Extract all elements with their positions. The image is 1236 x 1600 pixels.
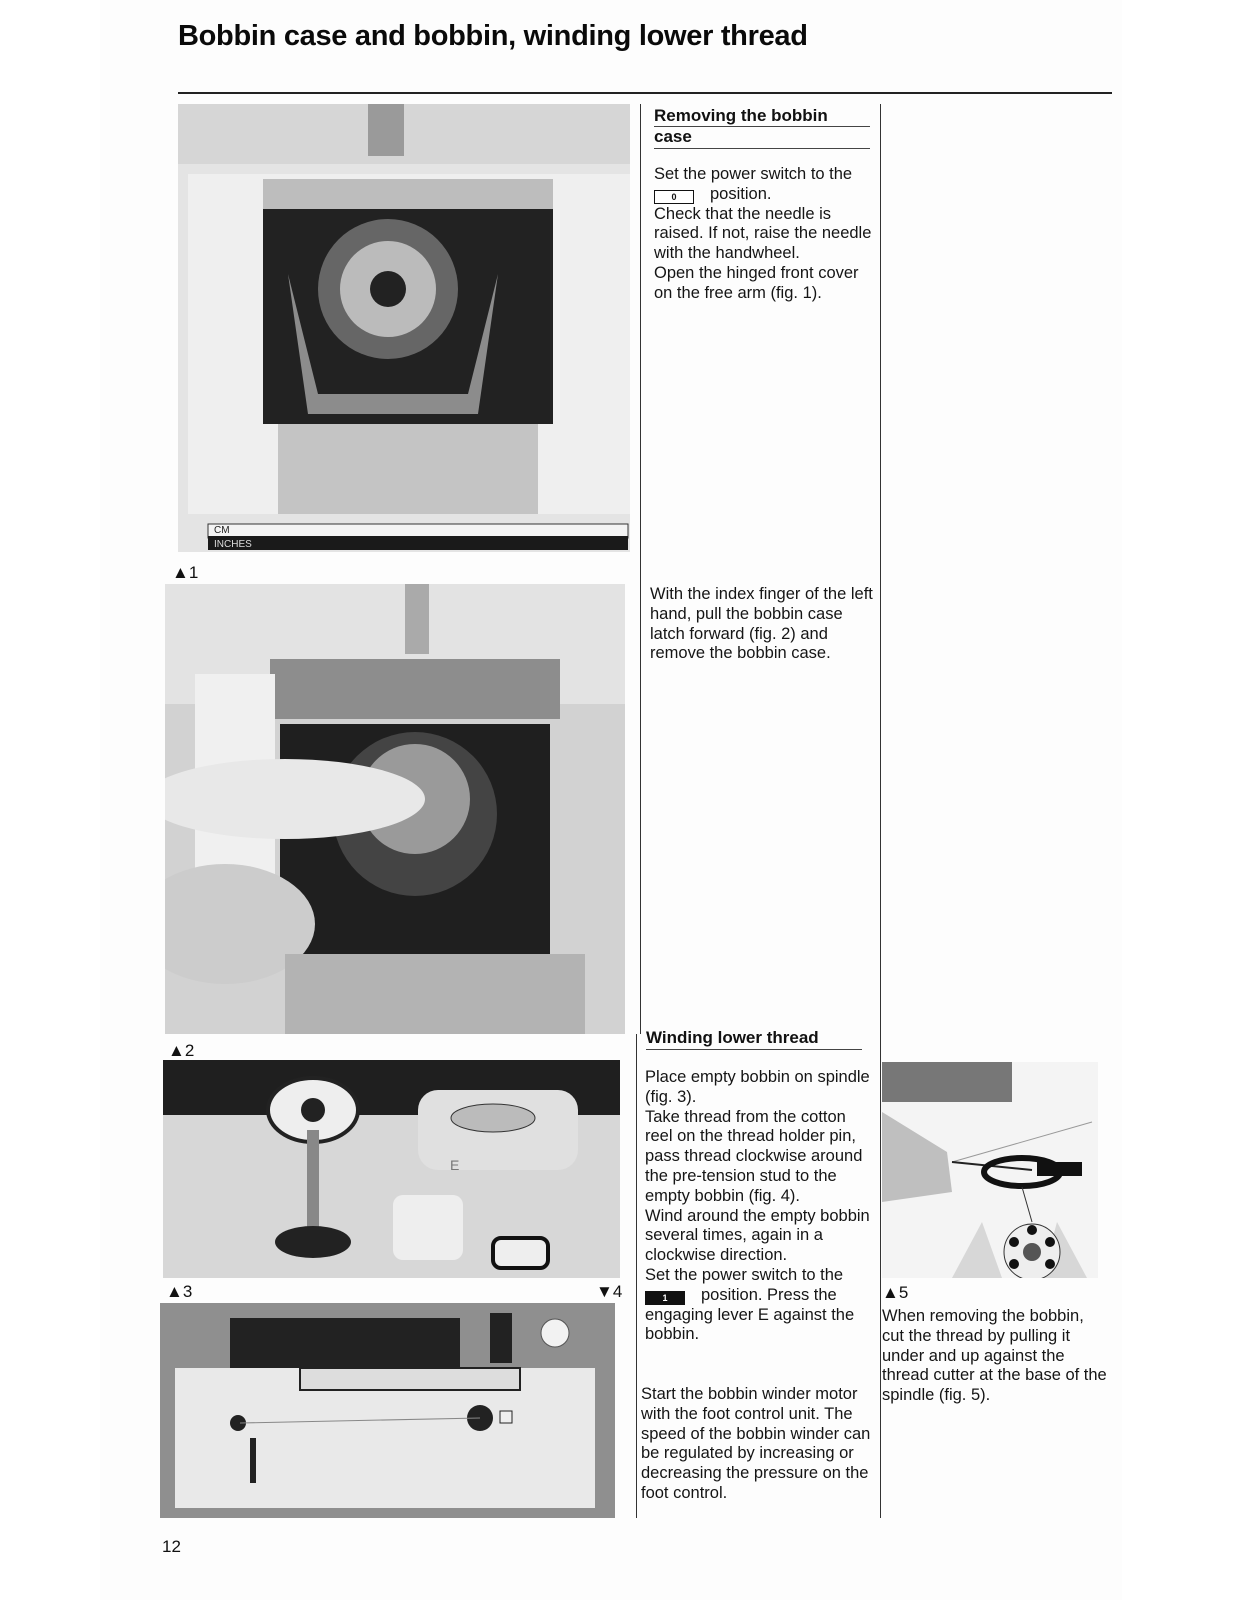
figure-5-photo — [882, 1062, 1098, 1278]
removing-instructions — [654, 165, 879, 304]
title-divider — [178, 92, 1112, 94]
column-divider-1b — [636, 1034, 637, 1518]
winding-p5: Start the bobbin winder motor with the foot control unit. The speed of the bobbin winder can be regulated by increasing or decreasing the pressure on the foot control. — [641, 1385, 871, 1502]
winding-p1: Place empty bobbin on spindle (fig. 3). — [645, 1068, 870, 1106]
removing-latch-instructions — [650, 585, 875, 664]
figure-5-label: ▲5 — [882, 1283, 909, 1302]
winding-p3: Wind around the empty bobbin several times, again in a clockwise direction. — [645, 1206, 870, 1265]
power-switch-on-symbol: 1 — [645, 1291, 685, 1305]
figure-3-photo — [163, 1060, 620, 1278]
figure-1-label: ▲1 — [172, 563, 199, 582]
section-heading-removing — [654, 106, 870, 149]
bobbin-latch-illustration — [165, 584, 625, 1034]
page-title: Bobbin case and bobbin, winding lower thread — [178, 20, 808, 52]
lever-e-callout: E — [450, 1157, 460, 1173]
winding-p4-before: Set the power switch to the — [645, 1265, 844, 1284]
section-heading-winding: Winding lower thread — [646, 1028, 862, 1050]
power-switch-off-symbol: 0 — [654, 190, 694, 204]
removing-p1-before: Set the power switch to the — [654, 165, 853, 183]
removing-p2: Check that the needle is raised. If not, raise the needle with the handwheel. — [654, 204, 872, 263]
removing-p3: Open the hinged front cover on the free arm (fig. 1). — [654, 263, 859, 302]
ruler-inches-label: INCHES — [214, 539, 252, 550]
figure-5-caption: When removing the bobbin, cut the thread by pulling it under and up against the thread cutter at the base of the spindle (fig. 5). — [882, 1307, 1107, 1405]
winding-p2: Take thread from the cotton reel on the thread holder pin, pass thread clockwise around the pre-tension stud to the empty bobbin (fig. 4). — [645, 1107, 863, 1205]
ruler-cm-label: CM — [214, 525, 230, 536]
figure-2-label: ▲2 — [168, 1041, 195, 1060]
machine-top-view-illustration — [160, 1303, 615, 1518]
removing-p4: With the index finger of the left hand, pull the bobbin case latch forward (fig. 2) and remove the bobbin case. — [650, 585, 873, 663]
winding-p4-after: position. Press the engaging lever E against the bobbin. — [645, 1285, 855, 1344]
figure-4-photo — [160, 1303, 615, 1518]
bobbin-compartment-illustration — [178, 104, 630, 552]
figure-2-photo — [165, 584, 625, 1034]
figure-3-label: ▲3 — [166, 1282, 193, 1301]
figure-4-label: ▼4 — [596, 1282, 623, 1301]
winding-instructions — [645, 1068, 873, 1345]
bobbin-spindle-illustration — [163, 1060, 620, 1278]
column-divider-2 — [880, 104, 881, 1518]
heading-line-1: Removing the bobbin — [654, 106, 870, 127]
removing-p1-after: position. — [710, 184, 772, 203]
heading-line-2: case — [654, 127, 692, 146]
winding-motor-instructions — [641, 1385, 873, 1504]
column-divider-1 — [640, 104, 641, 1034]
thread-cutter-illustration — [882, 1062, 1098, 1278]
figure-1-photo — [178, 104, 630, 552]
page-number: 12 — [162, 1537, 181, 1556]
